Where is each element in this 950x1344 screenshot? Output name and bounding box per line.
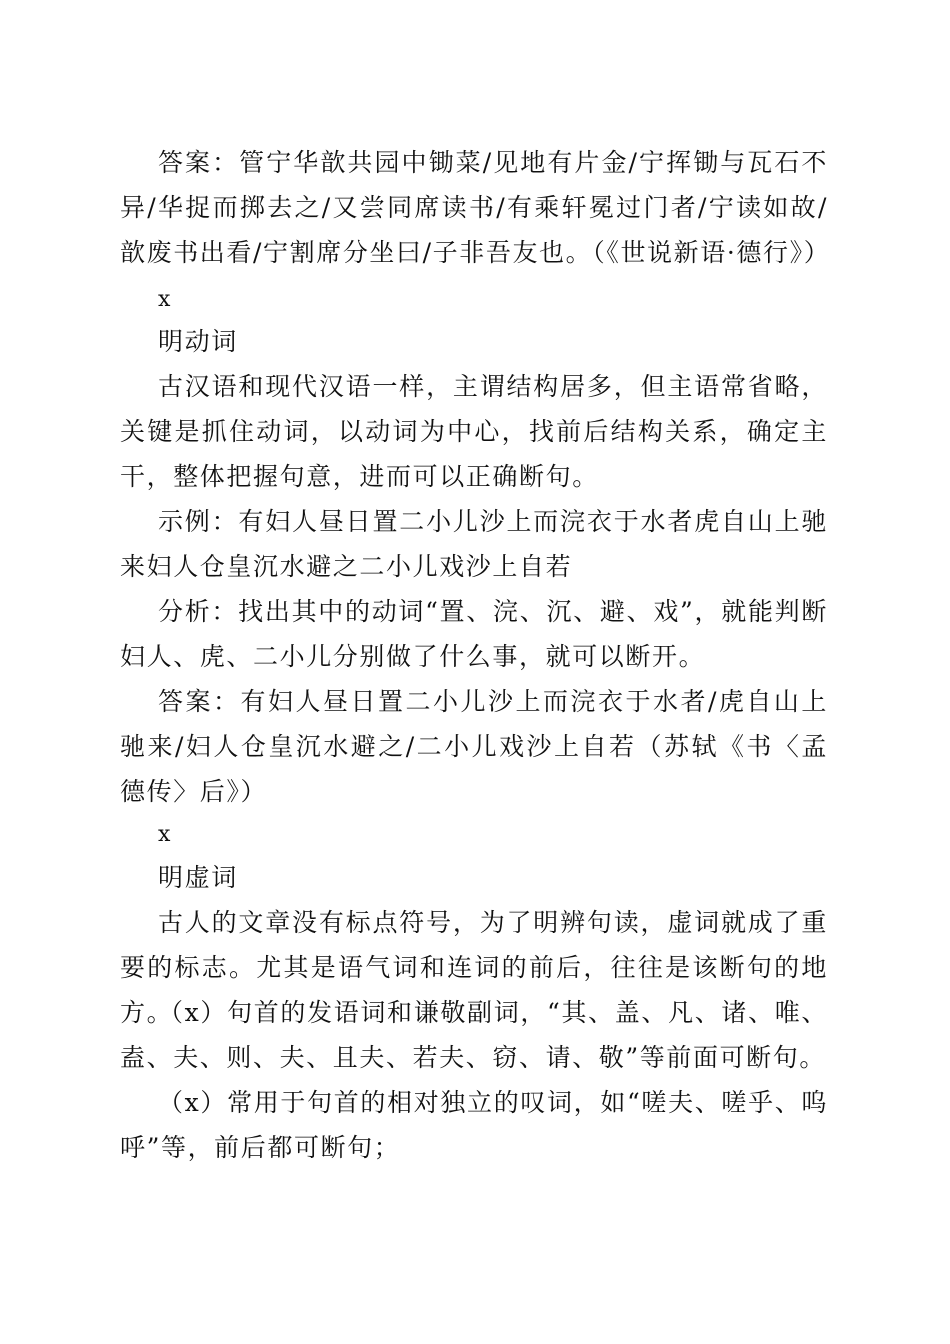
section-heading-verbs: 明动词 — [158, 327, 238, 356]
function-words-paragraph: 古人的文章没有标点符号，为了明辨句读，虚词就成了重要的标志。尤其是语气词和连词的前后，往往是该断句的地方。 — [120, 908, 828, 1027]
section-marker-1: x — [158, 287, 171, 312]
rule-paragraph-2: （x）常用于句首的相对独立的叹词，如“嗟夫、嗟乎、呜呼”等，前后都可断句； — [120, 1088, 828, 1162]
section-heading-function-words: 明虚词 — [158, 863, 238, 892]
verbs-explanation-paragraph: 古汉语和现代汉语一样，主谓结构居多，但主语常省略，关键是抓住动词，以动词为中心，找前后结构关系，确定主干，整体把握句意，进而可以正确断句。 — [120, 372, 828, 491]
answer-paragraph-2: 答案：有妇人昼日置二小儿沙上而浣衣于水者/虎自山上驰来/妇人仓皇沉水避之/二小儿戏沙上自若（苏轼《书〈孟德传〉后》） — [120, 687, 828, 806]
rule-paragraph-1: （x）句首的发语词和谦敬副词，“其、盖、凡、诸、唯、盍、夫、则、夫、且夫、若夫、窃、请、敬”等前面可断句。 — [120, 998, 828, 1072]
analysis-paragraph: 分析：找出其中的动词“置、浣、沉、避、戏”，就能判断妇人、虎、二小儿分别做了什么事，就可以断开。 — [120, 597, 828, 671]
section-marker-2: x — [158, 822, 171, 847]
example-paragraph: 示例：有妇人昼日置二小儿沙上而浣衣于水者虎自山上驰来妇人仓皇沉水避之二小儿戏沙上自若 — [120, 507, 828, 581]
answer-paragraph-1: 答案：管宁华歆共园中锄菜/见地有片金/宁挥锄与瓦石不异/华捉而掷去之/又尝同席读书/有乘轩冕过门者/宁读如故/歆废书出看/宁割席分坐曰/子非吾友也。（《世说新语·德行》） — [120, 148, 831, 267]
